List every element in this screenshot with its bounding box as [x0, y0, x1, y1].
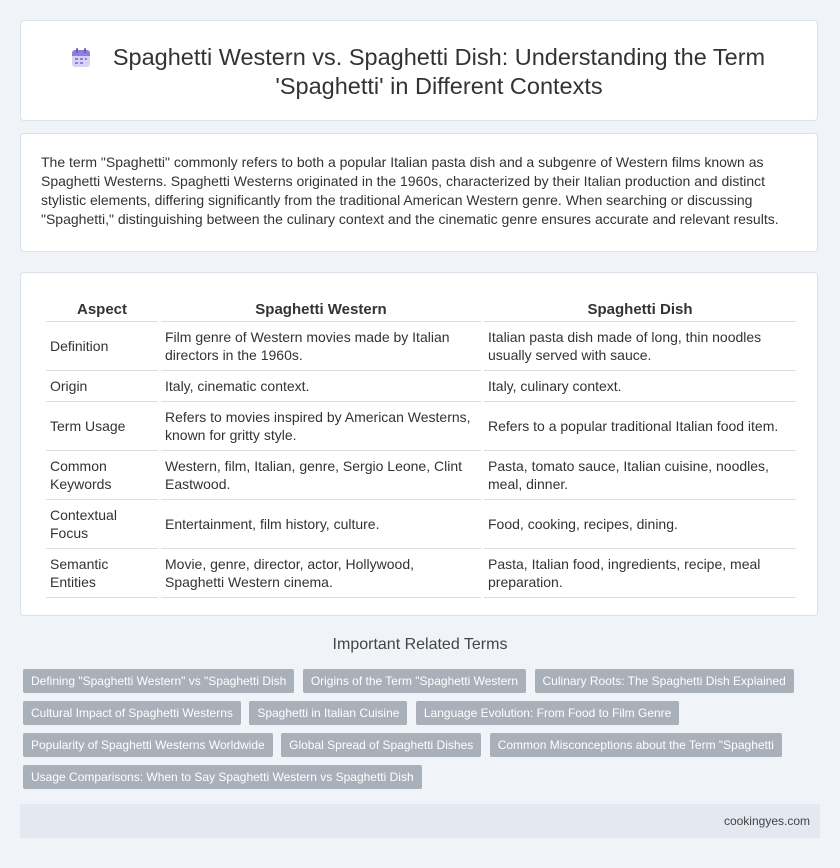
western-cell: Movie, genre, director, actor, Hollywood, Spaghetti Western cinema.	[161, 549, 481, 598]
related-terms-list	[23, 669, 793, 797]
aspect-cell: Term Usage	[46, 402, 158, 451]
aspect-cell: Common Keywords	[46, 451, 158, 500]
aspect-cell: Semantic Entities	[46, 549, 158, 598]
western-cell: Refers to movies inspired by American Westerns, known for gritty style.	[161, 402, 481, 451]
dish-cell: Italian pasta dish made of long, thin noodles usually served with sauce.	[484, 322, 796, 371]
page-title: Spaghetti Western vs. Spaghetti Dish: Understanding the Term 'Spaghetti' in Different Contexts	[112, 44, 766, 99]
table-row	[46, 549, 796, 598]
dish-cell: Food, cooking, recipes, dining.	[484, 500, 796, 549]
title-card	[20, 20, 818, 121]
aspect-cell: Definition	[46, 322, 158, 371]
related-term-tag[interactable]: Global Spread of Spaghetti Dishes	[281, 733, 481, 757]
western-cell: Film genre of Western movies made by Italian directors in the 1960s.	[161, 322, 481, 371]
dish-cell: Pasta, Italian food, ingredients, recipe, meal preparation.	[484, 549, 796, 598]
table-row	[46, 322, 796, 371]
dish-cell: Refers to a popular traditional Italian food item.	[484, 402, 796, 451]
related-term-tag[interactable]: Defining "Spaghetti Western" vs "Spaghetti Dish	[23, 669, 294, 693]
related-term-tag[interactable]: Language Evolution: From Food to Film Genre	[416, 701, 679, 725]
table-row	[46, 451, 796, 500]
dish-cell: Italy, culinary context.	[484, 371, 796, 402]
table-row	[46, 371, 796, 402]
western-cell: Italy, cinematic context.	[161, 371, 481, 402]
footer-site-name[interactable]: cookingyes.com	[723, 814, 810, 828]
western-cell: Western, film, Italian, genre, Sergio Leone, Clint Eastwood.	[161, 451, 481, 500]
intro-card	[20, 133, 818, 252]
related-term-tag[interactable]: Spaghetti in Italian Cuisine	[249, 701, 407, 725]
intro-paragraph: The term "Spaghetti" commonly refers to both a popular Italian pasta dish and a subgenre of Western films known as Spaghetti Westerns. Spaghetti Westerns originated in the 1960s, characterized by their Italian production and distinct stylistic elements, differing significantly from the traditional American Western genre. When searching or discussing "Spaghetti," distinguishing between the culinary context and the cinematic genre ensures accurate and relevant results.	[41, 154, 779, 227]
comparison-table	[43, 295, 799, 598]
table-header-row	[46, 295, 796, 322]
column-header-spaghetti-dish: Spaghetti Dish	[484, 295, 796, 322]
column-header-aspect: Aspect	[46, 295, 158, 322]
footer	[20, 804, 820, 838]
aspect-cell: Contextual Focus	[46, 500, 158, 549]
related-term-tag[interactable]: Common Misconceptions about the Term "Spaghetti	[490, 733, 782, 757]
related-term-tag[interactable]: Origins of the Term "Spaghetti Western	[303, 669, 526, 693]
table-row	[46, 402, 796, 451]
related-terms-heading: Important Related Terms	[332, 636, 508, 653]
comparison-card	[20, 272, 818, 616]
aspect-cell: Origin	[46, 371, 158, 402]
related-term-tag[interactable]: Popularity of Spaghetti Westerns Worldwide	[23, 733, 273, 757]
dish-cell: Pasta, tomato sauce, Italian cuisine, noodles, meal, dinner.	[484, 451, 796, 500]
western-cell: Entertainment, film history, culture.	[161, 500, 481, 549]
related-term-tag[interactable]: Cultural Impact of Spaghetti Westerns	[23, 701, 241, 725]
related-term-tag[interactable]: Culinary Roots: The Spaghetti Dish Explained	[535, 669, 794, 693]
related-term-tag[interactable]: Usage Comparisons: When to Say Spaghetti Western vs Spaghetti Dish	[23, 765, 422, 789]
table-row	[46, 500, 796, 549]
column-header-spaghetti-western: Spaghetti Western	[161, 295, 481, 322]
